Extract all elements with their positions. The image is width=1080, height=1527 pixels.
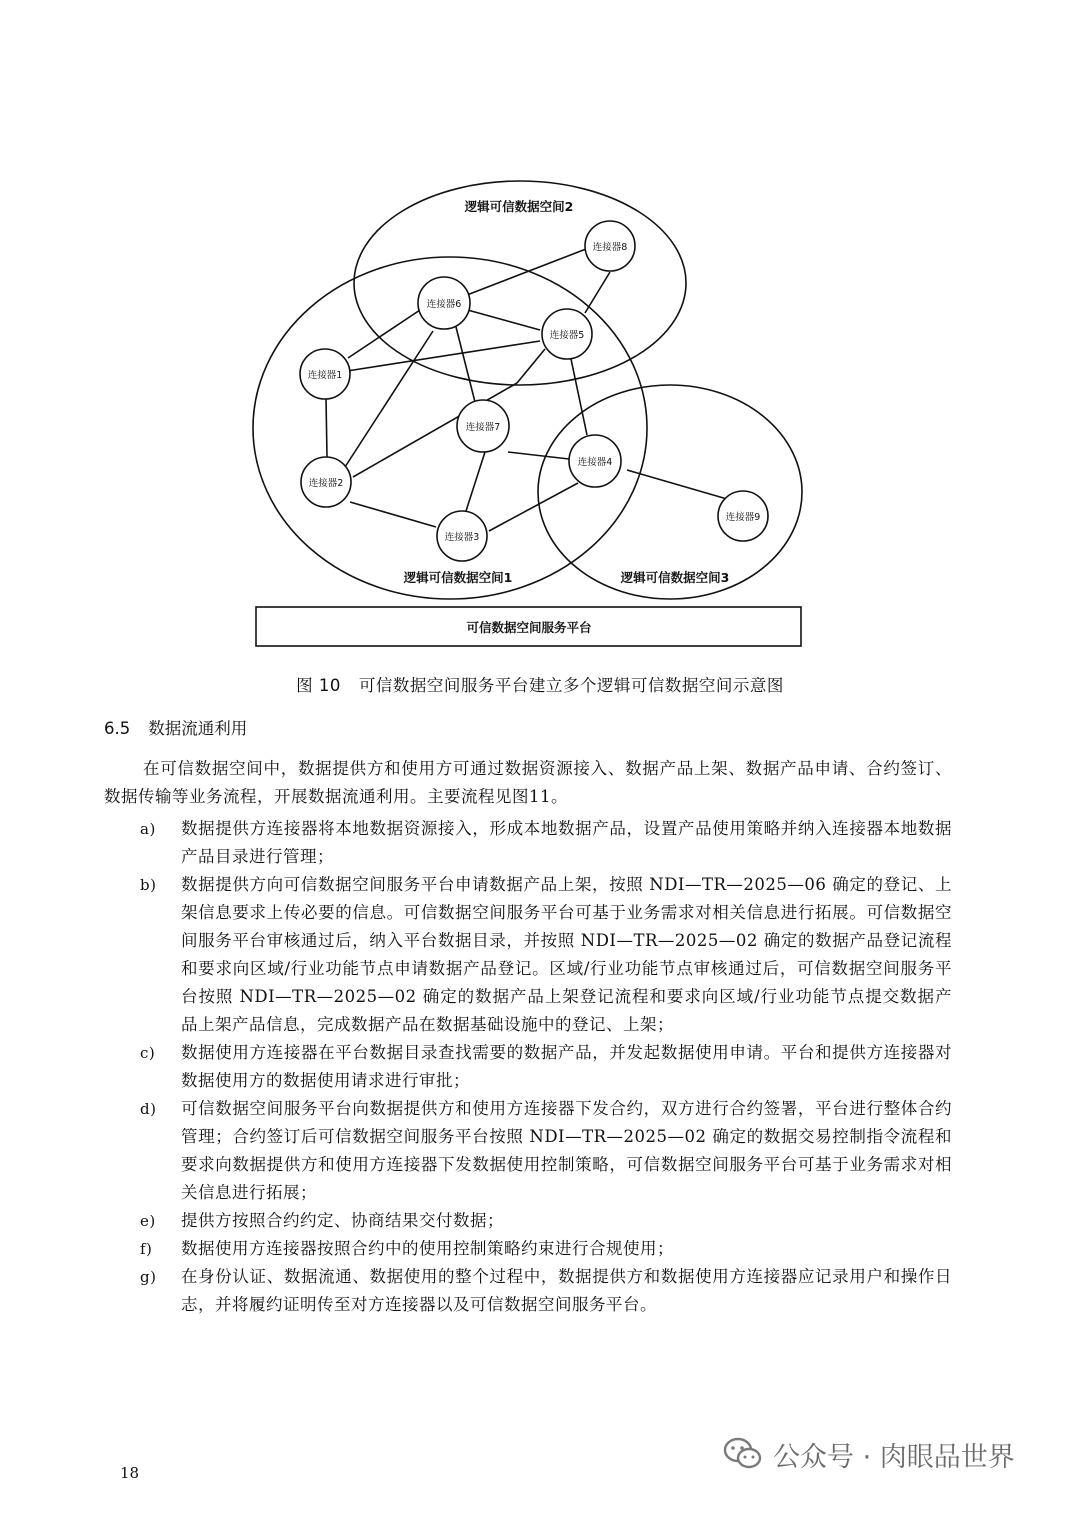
list-marker: b) (140, 876, 157, 894)
edge-1-5 (347, 341, 540, 371)
space-ellipse-3 (538, 385, 802, 599)
list-marker: f) (140, 1240, 153, 1258)
list-marker: g) (140, 1268, 157, 1286)
connector-label-1: 连接器1 (307, 370, 343, 381)
intro-paragraph: 在可信数据空间中，数据提供方和使用方可通过数据资源接入、数据产品上架、数据产品申请、合约签订、数据传输等业务流程，开展数据流通利用。主要流程见图11。 (104, 759, 952, 806)
space-label-3: 逻辑可信数据空间3 (620, 570, 730, 585)
space-label-2: 逻辑可信数据空间2 (464, 199, 574, 214)
process-list (140, 815, 952, 1319)
connector-label-7: 连接器7 (465, 422, 501, 433)
list-marker: a) (140, 820, 156, 838)
platform-label: 可信数据空间服务平台 (466, 620, 592, 635)
list-text: 数据提供方连接器将本地数据资源接入，形成本地数据产品，设置产品使用策略并纳入连接器本地数据产品目录进行管理； (181, 819, 952, 866)
watermark (723, 1432, 1053, 1476)
caption-number: 图 10 (296, 676, 341, 695)
connector-label-8: 连接器8 (592, 242, 628, 253)
list-item (140, 1095, 952, 1207)
edge-5-4 (571, 359, 587, 435)
edge-6-5 (464, 309, 540, 330)
figure-caption (0, 672, 1080, 696)
edge-6-8 (467, 249, 586, 295)
edge-4-9 (627, 470, 727, 499)
edge-5-8 (585, 272, 610, 313)
list-item (140, 871, 952, 1039)
section-title: 数据流通利用 (148, 719, 248, 738)
page-number: 18 (120, 1464, 140, 1482)
connector-label-5: 连接器5 (549, 330, 585, 341)
space-label-1: 逻辑可信数据空间1 (403, 570, 513, 585)
list-item (140, 1235, 952, 1263)
connector-label-6: 连接器6 (426, 299, 462, 310)
list-item (140, 1263, 952, 1319)
list-marker: c) (140, 1044, 156, 1062)
edge-7-3 (466, 452, 485, 511)
connector-label-9: 连接器9 (725, 512, 761, 523)
list-text: 在身份认证、数据流通、数据使用的整个过程中，数据提供方和数据使用方连接器应记录用户和操作日志，并将履约证明传至对方连接器以及可信数据空间服务平台。 (181, 1267, 952, 1314)
list-text: 数据使用方连接器按照合约中的使用控制策略约束进行合规使用； (181, 1239, 674, 1258)
section-number: 6.5 (104, 719, 131, 738)
caption-text: 可信数据空间服务平台建立多个逻辑可信数据空间示意图 (358, 676, 784, 695)
list-text: 数据使用方连接器在平台数据目录查找需要的数据产品，并发起数据使用申请。平台和提供方连接器对数据使用方的数据使用请求进行审批； (181, 1043, 952, 1090)
list-marker: d) (140, 1100, 157, 1118)
list-text: 数据提供方向可信数据空间服务平台申请数据产品上架，按照 NDI—TR—2025—06 确定的登记、上架信息要求上传必要的信息。可信数据空间服务平台可基于业务需求对相关信息进行拓展。可信数据空间服务平台审核通过后，纳入平台数据目录，并按照 NDI—TR—2025—02 确定的数据产品登记流程和要求向区域/行业功能节点申请数据产品登记。区域/行业功能节点审核通过后，可信数据空间服务平台按照 NDI—TR—2025—02 确定的数据产品上架登记流程和要求向区域/行业功能节点提交数据产品上架产品信息，完成数据产品在数据基础设施中的登记、上架； (181, 875, 952, 1034)
edge-7-4 (508, 452, 569, 459)
edge-3-4 (489, 483, 578, 531)
list-text: 提供方按照合约约定、协商结果交付数据； (181, 1211, 504, 1230)
edge-1-2 (326, 398, 327, 457)
connector-label-3: 连接器3 (444, 532, 480, 543)
section-heading (104, 715, 247, 739)
watermark-text: 公众号 · 肉眼品世界 (773, 1441, 1015, 1473)
edge-1-6 (348, 310, 420, 358)
edge-2-3 (350, 502, 436, 527)
connector-label-4: 连接器4 (577, 457, 613, 468)
list-text: 可信数据空间服务平台向数据提供方和使用方连接器下发合约，双方进行合约签署，平台进行整体合约管理；合约签订后可信数据空间服务平台按照 NDI—TR—2025—02 确定的数据交易控制指令流程和要求向数据提供方和使用方连接器下发数据使用控制策略，可信数据空间服务平台可基于业务需求对相关信息进行拓展； (181, 1099, 952, 1202)
connector-label-2: 连接器2 (308, 478, 344, 489)
edge-5-2 (517, 349, 545, 383)
network-diagram (240, 180, 820, 655)
list-item (140, 815, 952, 871)
edge-6-7 (456, 327, 475, 402)
wechat-icon (723, 1436, 763, 1472)
list-item (140, 1039, 952, 1095)
list-marker: e) (140, 1212, 156, 1230)
list-item (140, 1207, 952, 1235)
